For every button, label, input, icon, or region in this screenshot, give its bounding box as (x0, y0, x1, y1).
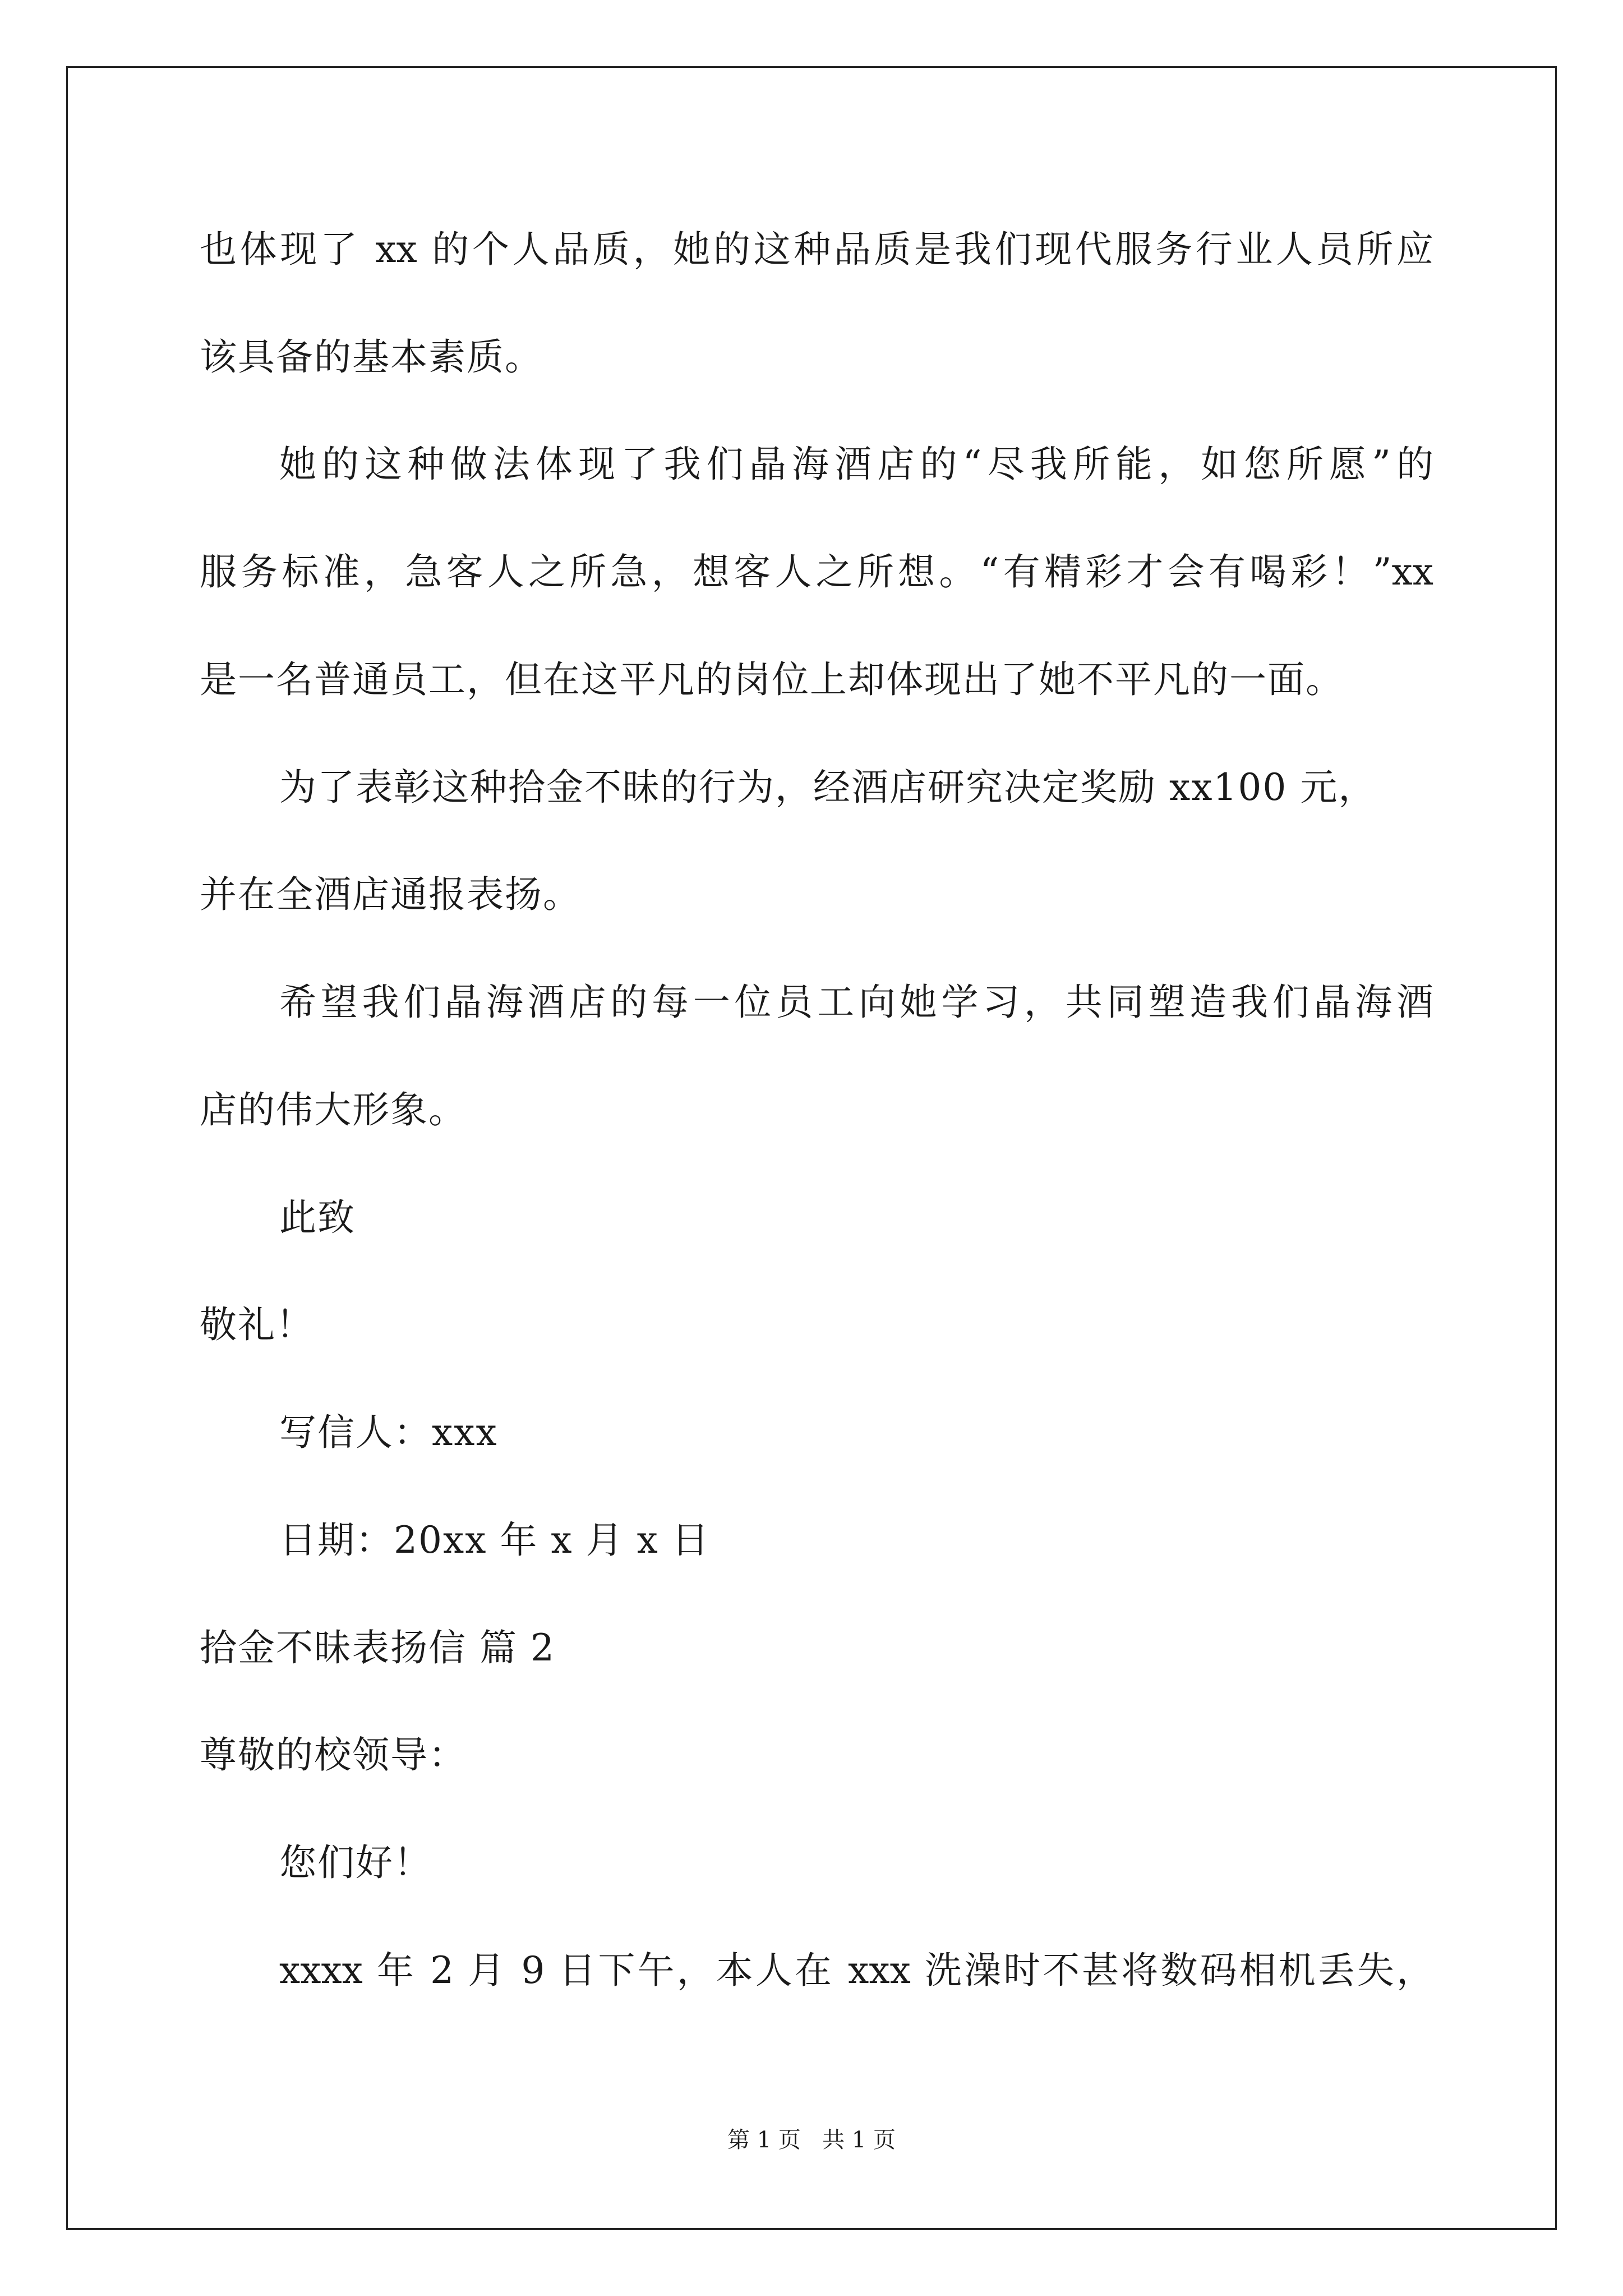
body-line-1: 也体现了 xx 的个人品质，她的这种品质是我们现代服务行业人员所应 (200, 228, 1433, 271)
body-line-3: 她的这种做法体现了我们晶海酒店的“尽我所能，如您所愿”的 (279, 443, 1433, 486)
body-line-7: 并在全酒店通报表扬。 (200, 873, 581, 916)
signature-date: 日期：20xx 年 x 月 x 日 (279, 1519, 710, 1562)
section-heading: 拾金不昧表扬信 篇 2 (200, 1626, 555, 1669)
closing-regards: 敬礼！ (200, 1303, 314, 1346)
body-line-17: xxxx 年 2 月 9 日下午，本人在 xxx 洗澡时不甚将数码相机丢失， (279, 1949, 1433, 1992)
page-footer: 第 1 页 共 1 页 (727, 2127, 896, 2153)
body-line-8: 希望我们晶海酒店的每一位员工向她学习，共同塑造我们晶海酒 (279, 981, 1433, 1024)
body-line-4: 服务标准，急客人之所急，想客人之所想。“有精彩才会有喝彩！”xx (200, 550, 1433, 593)
closing-salutation: 此致 (279, 1196, 356, 1239)
body-line-5: 是一名普通员工，但在这平凡的岗位上却体现出了她不平凡的一面。 (200, 658, 1344, 701)
letter-greeting: 尊敬的校领导： (200, 1733, 467, 1777)
page-border (66, 66, 1557, 2230)
body-line-6: 为了表彰这种拾金不昧的行为，经酒店研究决定奖励 xx100 元， (279, 766, 1377, 809)
body-line-9: 店的伟大形象。 (200, 1088, 467, 1131)
signature-writer: 写信人：xxx (279, 1411, 498, 1454)
letter-hello: 您们好！ (279, 1841, 432, 1884)
body-line-2: 该具备的基本素质。 (200, 335, 543, 379)
